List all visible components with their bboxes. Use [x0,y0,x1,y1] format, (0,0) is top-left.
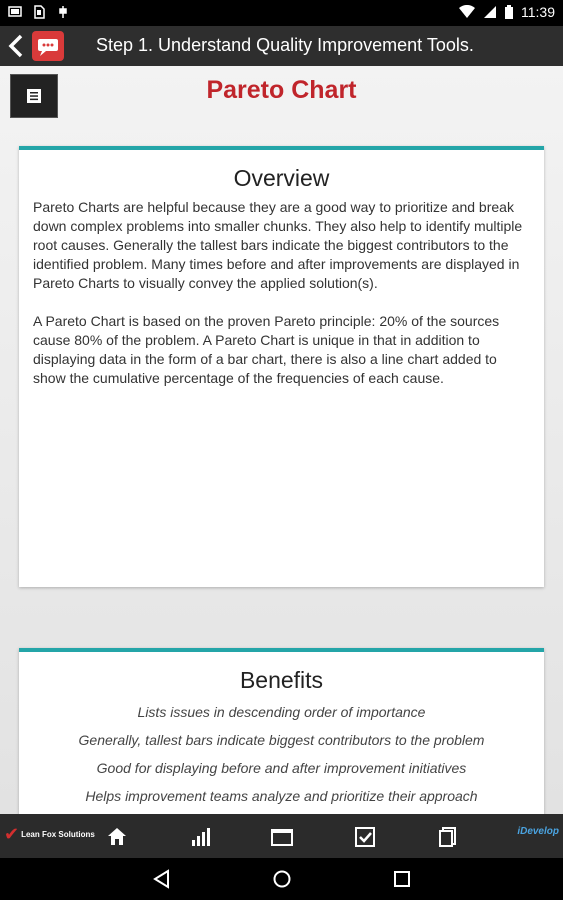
bottom-nav [0,814,563,858]
system-nav-bar [0,858,563,900]
clock: 11:39 [521,4,555,20]
brand-right-logo[interactable]: iDevelop [517,826,559,837]
app-logo-icon[interactable] [32,31,64,61]
main-content[interactable] [0,66,563,814]
screen-icon [8,5,22,19]
overview-card [19,146,544,587]
lean-fox-logo[interactable] [4,824,95,845]
benefit-item: Helps improvement teams analyze and prioritize their approach [85,788,478,804]
back-arrow-icon[interactable] [4,33,28,59]
recents-square-icon[interactable] [392,869,412,889]
benefit-item: Lists issues in descending order of importance [137,704,426,720]
checkmark-icon: ✔ [4,824,20,844]
home-circle-icon[interactable] [272,869,292,889]
usb-icon [56,5,70,19]
benefits-heading: Benefits [239,667,324,693]
signal-icon [483,5,497,19]
benefits-card [19,648,544,814]
folder-icon[interactable] [271,826,293,848]
benefit-item: Generally, tallest bars indicate biggest contributors to the problem [78,732,485,748]
app-bar-title: Step 1. Understand Quality Improvement Tools. [96,35,474,55]
benefit-item: Good for displaying before and after improvement initiatives [96,760,467,776]
overview-heading: Overview [233,165,330,191]
home-icon[interactable] [106,826,128,848]
wifi-icon [459,5,475,19]
battery-icon [505,5,513,19]
stats-icon[interactable] [189,826,211,848]
brand-left-text: Lean Fox Solutions [21,830,95,839]
app-bar [0,26,563,66]
checklist-icon[interactable] [354,826,376,848]
status-bar [0,0,563,26]
overview-paragraph: Pareto Charts are helpful because they are a good way to prioritize and break down complex problems into smaller chunks. They also help to identify multiple root causes. Generally the tallest bars indicate the biggest contributors to the identified problem. Many times before and after improvements are displayed in Pareto Charts to visually convey the applied solution(s). [33,199,523,291]
overview-paragraph: A Pareto Chart is based on the proven Pareto principle: 20% of the sources cause 80% of the problem. A Pareto Chart is unique in that in addition to displaying data in the form of a bar chart, there is also a line chart added to show the cumulative percentage of the frequencies of each cause. [33,313,500,386]
document-icon[interactable] [437,826,459,848]
sd-card-icon [32,5,46,19]
page-title: Pareto Chart [206,76,357,104]
back-triangle-icon[interactable] [152,869,172,889]
